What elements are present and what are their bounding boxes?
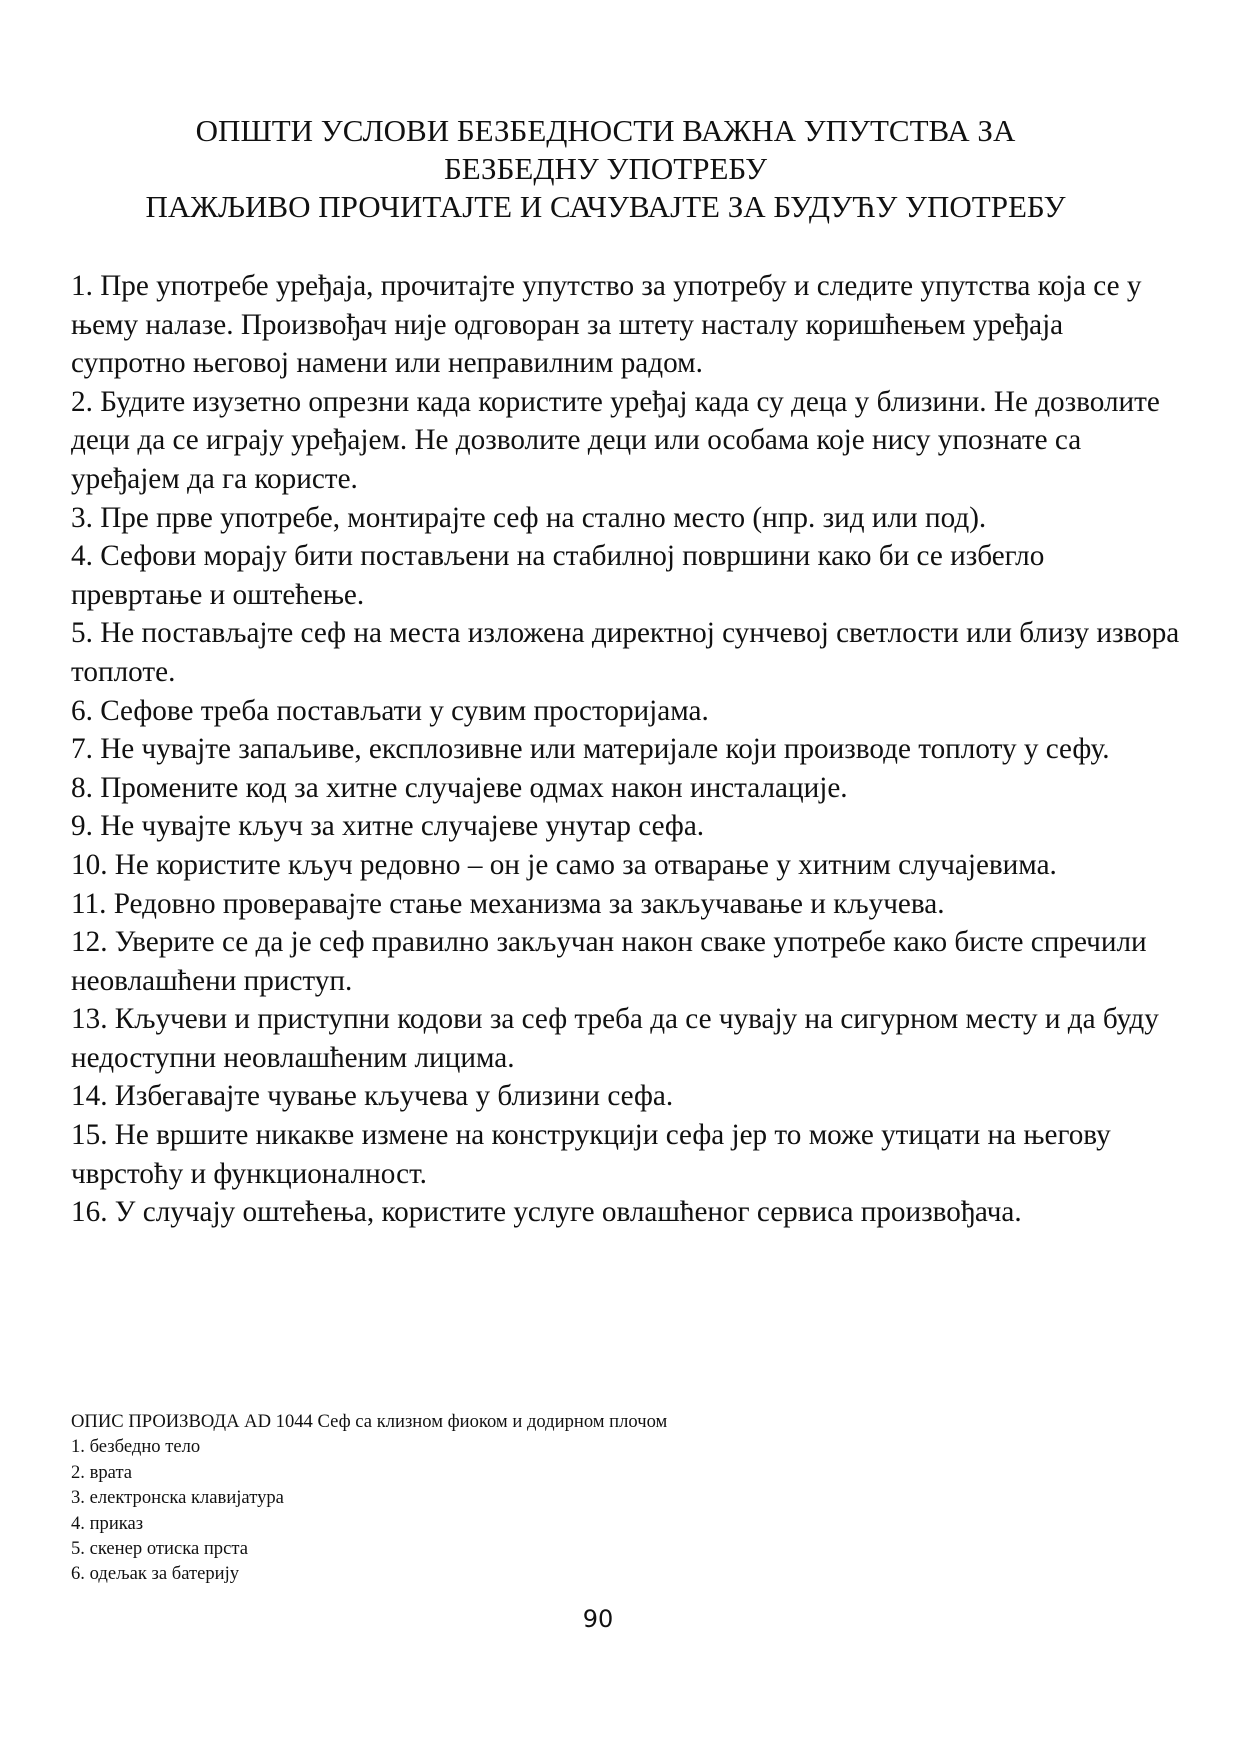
- safety-rule: 15. Не вршите никакве измене на конструкцији сефа јер то може утицати на његову чврстоћу и функционалност.: [71, 1119, 1111, 1190]
- safety-rule: 16. У случају оштећења, користите услуге овлашћеног сервиса произвођача.: [71, 1196, 1022, 1229]
- title-line: ПАЖЉИВО ПРОЧИТАЈТЕ И САЧУВАЈТЕ ЗА БУДУЋУ УПОТРЕБУ: [145, 189, 1066, 224]
- product-description: [71, 1409, 971, 1587]
- product-part: 2. врата: [71, 1461, 133, 1483]
- safety-rule: 8. Промените код за хитне случајеве одмах након инсталације.: [71, 771, 848, 804]
- title-line: ОПШТИ УСЛОВИ БЕЗБЕДНОСТИ ВАЖНА УПУТСТВА ЗА: [195, 113, 1016, 148]
- product-part: 6. одељак за батерију: [71, 1563, 240, 1585]
- safety-rule: 10. Не користите кључ редовно – он је само за отварање у хитним случајевима.: [71, 848, 1057, 881]
- safety-rule: 13. Кључеви и приступни кодови за сеф треба да се чувају на сигурном месту и да буду недоступни неовлашћеним лицима.: [71, 1003, 1159, 1074]
- safety-rule: 14. Избегавајте чување кључева у близини сефа.: [71, 1080, 674, 1113]
- product-part: 5. скенер отиска прста: [71, 1538, 248, 1560]
- product-description-heading: ОПИС ПРОИЗВОДА AD 1044 Сеф са клизном фиоком и додирном плочом: [71, 1411, 668, 1432]
- page-number: 90: [582, 1605, 614, 1633]
- safety-rule: 9. Не чувајте кључ за хитне случајеве унутар сефа.: [71, 810, 705, 843]
- safety-rule: 4. Сефови морају бити постављени на стабилној површини како би се избегло превртање и оштећење.: [71, 540, 1045, 611]
- document-title: [60, 112, 1151, 226]
- title-line: БЕЗБЕДНУ УПОТРЕБУ: [443, 151, 768, 186]
- safety-rule: 5. Не постављајте сеф на места изложена директној сунчевој светлости или близу извора топлоте.: [71, 617, 1180, 688]
- safety-rule: 12. Уверите се да је сеф правилно закључан након сваке употребе како бисте спречили неовлашћени приступ.: [71, 926, 1147, 997]
- safety-rule: 7. Не чувајте запаљиве, експлозивне или материјале који производе топлоту у сефу.: [71, 733, 1110, 766]
- product-parts-list: [71, 1434, 971, 1586]
- product-part: 1. безбедно тело: [71, 1436, 201, 1458]
- safety-rule: 11. Редовно проверавајте стање механизма за закључавање и кључева.: [71, 887, 945, 920]
- safety-rule: 3. Пре прве употребе, монтирајте сеф на стално место (нпр. зид или под).: [71, 501, 987, 534]
- safety-rule: 2. Будите изузетно опрезни када користите уређај када су деца у близини. Не дозволите деци да се играју уређајем. Не дозволите деци или особама које нису упознате са уређајем да га користе.: [71, 385, 1160, 495]
- safety-rule: 1. Пре употребе уређаја, прочитајте упутство за употребу и следите упутства која се у њему налазе. Произвођач није одговоран за штету насталу коришћењем уређаја супротно његовој намени или неправилним радом.: [71, 270, 1142, 380]
- safety-rule: 6. Сефове треба постављати у сувим просторијама.: [71, 694, 709, 727]
- product-part: 3. електронска клавијатура: [71, 1487, 284, 1509]
- safety-rules-list: [71, 267, 1181, 1232]
- product-part: 4. приказ: [71, 1512, 144, 1534]
